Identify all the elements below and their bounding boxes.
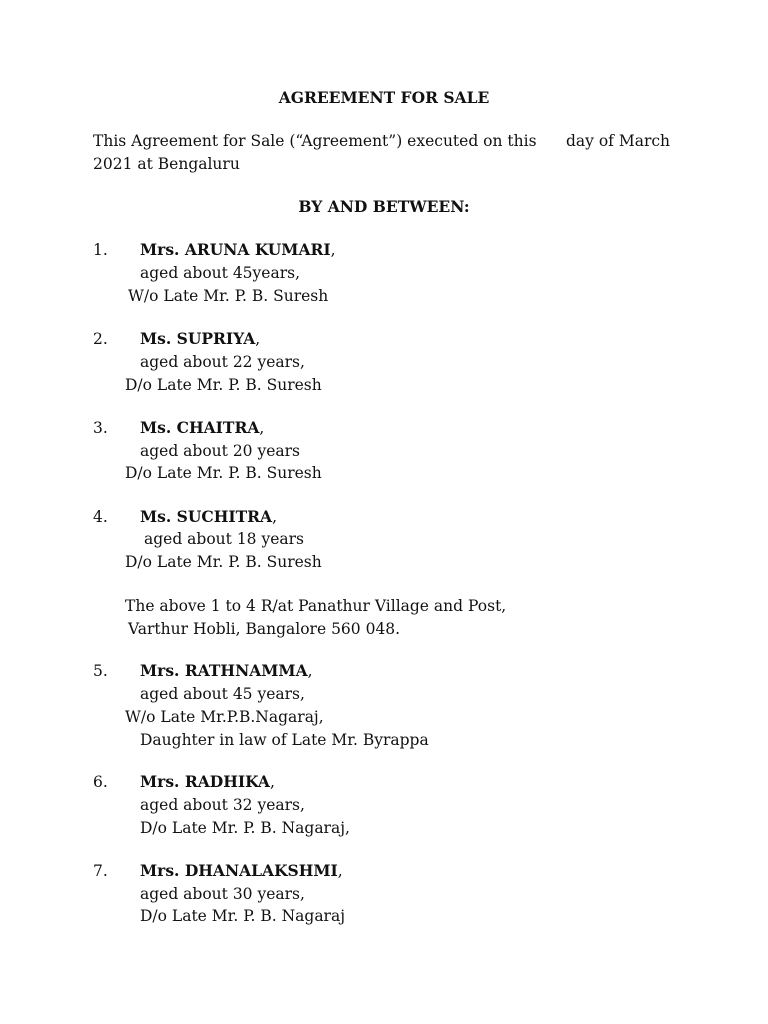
party-number: 4. xyxy=(93,508,108,526)
residence-line-1: The above 1 to 4 R/at Panathur Village and Post, xyxy=(125,597,507,615)
party-age: aged about 20 years xyxy=(140,442,301,460)
party-name: Mrs. DHANALAKSHMI xyxy=(140,861,338,880)
party-name-line xyxy=(140,418,264,438)
party-name-suffix: , xyxy=(307,662,313,680)
party-extra-relation: Daughter in law of Late Mr. Byrappa xyxy=(140,731,429,749)
party-name-suffix: , xyxy=(272,508,277,526)
party-age: aged about 45years, xyxy=(140,264,301,282)
party-number: 3. xyxy=(93,419,108,437)
intro-text-part1: This Agreement for Sale (“Agreement”) executed on this xyxy=(93,132,537,150)
party-name-line xyxy=(140,661,313,681)
party-name-suffix: , xyxy=(259,419,265,437)
party-age: aged about 30 years, xyxy=(140,885,305,903)
party-number: 7. xyxy=(93,862,108,880)
party-name-line xyxy=(140,329,260,349)
party-name-suffix: , xyxy=(330,241,336,259)
party-name: Ms. CHAITRA xyxy=(140,418,260,437)
party-name: Mrs. RATHNAMMA xyxy=(140,661,308,680)
party-relation: D/o Late Mr. P. B. Nagaraj, xyxy=(140,819,350,837)
party-name-line xyxy=(140,772,275,792)
party-number: 5. xyxy=(93,662,108,680)
party-name: Mrs. RADHIKA xyxy=(140,772,270,791)
party-relation: W/o Late Mr. P. B. Suresh xyxy=(128,287,329,305)
intro-text-part2: day of March xyxy=(566,132,671,150)
party-name: Ms. SUCHITRA xyxy=(140,507,273,526)
party-age: aged about 22 years, xyxy=(140,353,305,371)
document-title: AGREEMENT FOR SALE xyxy=(278,88,490,107)
party-relation: D/o Late Mr. P. B. Suresh xyxy=(125,376,322,394)
intro-text-line2: 2021 at Bengaluru xyxy=(93,155,240,173)
party-name-suffix: , xyxy=(255,330,261,348)
residence-line-2: Varthur Hobli, Bangalore 560 048. xyxy=(128,620,401,638)
party-number: 2. xyxy=(93,330,108,348)
party-name-line xyxy=(140,240,336,260)
party-age: aged about 32 years, xyxy=(140,796,305,814)
party-age: aged about 18 years xyxy=(144,530,305,548)
party-name: Mrs. ARUNA KUMARI xyxy=(140,240,331,259)
party-name-line xyxy=(140,861,343,881)
party-name-suffix: , xyxy=(337,862,343,880)
party-number: 6. xyxy=(93,773,108,791)
party-relation: D/o Late Mr. P. B. Suresh xyxy=(125,553,322,571)
party-age: aged about 45 years, xyxy=(140,685,305,703)
party-number: 1. xyxy=(93,241,108,259)
party-relation: D/o Late Mr. P. B. Nagaraj xyxy=(140,907,346,925)
party-name-suffix: , xyxy=(269,773,275,791)
party-relation: D/o Late Mr. P. B. Suresh xyxy=(125,464,322,482)
party-name: Ms. SUPRIYA xyxy=(140,329,256,348)
party-name-line xyxy=(140,507,277,527)
party-relation: W/o Late Mr.P.B.Nagaraj, xyxy=(125,708,324,726)
between-heading: BY AND BETWEEN: xyxy=(298,197,470,216)
